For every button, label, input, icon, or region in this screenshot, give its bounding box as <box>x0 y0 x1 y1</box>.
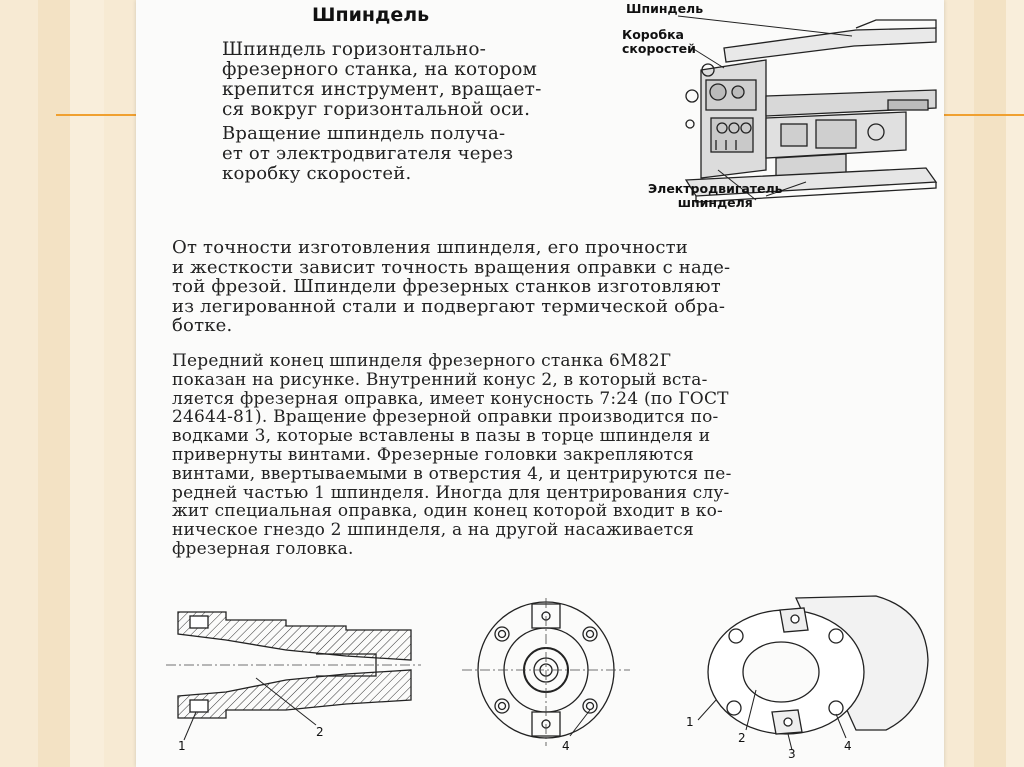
label-gearbox: Коробка скоростей <box>622 27 696 56</box>
text-line: из легированной стали и подвергают термической обра- <box>172 295 726 317</box>
text-line: и жесткости зависит точность вращения оправки с наде- <box>172 256 731 278</box>
label-spindle: Шпиндель <box>626 1 704 16</box>
callout-1: 1 <box>686 715 694 729</box>
text-line: ет от электродвигателя через <box>222 143 514 164</box>
text-line: От точности изготовления шпинделя, его прочности <box>172 237 688 258</box>
text-line: коробку скоростей. <box>222 163 412 184</box>
callout-1: 1 <box>178 739 186 753</box>
text-line: Шпиндель горизонтально- <box>222 39 487 60</box>
spindle-face-drawing <box>458 598 633 758</box>
body-paragraph-1 <box>172 238 952 336</box>
text-line: той фрезой. Шпиндели фрезерных станков изготовляют <box>172 276 721 298</box>
text-line: крепится инструмент, вращает- <box>222 79 542 100</box>
text-line: ляется фрезерная оправка, имеет конусность 7:24 (по ГОСТ <box>172 388 729 409</box>
text-line: Передний конец шпинделя фрезерного станка 6М82Г <box>172 351 672 371</box>
text-line: фрезерная головка. <box>172 538 354 559</box>
text-line: винтами, ввертываемыми в отверстия 4, и центрируются пе- <box>172 463 732 484</box>
callout-2: 2 <box>738 731 746 745</box>
callout-4: 4 <box>562 739 570 753</box>
spindle-section-drawing <box>166 600 426 755</box>
text-line: ботке. <box>172 315 233 337</box>
text-line: жит специальная оправка, один конец которой входит в ко- <box>172 501 723 522</box>
text-line: водками 3, которые вставлены в пазы в торце шпинделя и <box>172 426 711 447</box>
callout-2: 2 <box>316 725 324 739</box>
intro-paragraph <box>222 40 602 120</box>
body-paragraph-2 <box>172 352 952 559</box>
callout-4: 4 <box>844 739 852 753</box>
text-line: 24644-81). Вращение фрезерной оправки производится по- <box>172 407 719 428</box>
rotation-paragraph <box>222 124 602 184</box>
text-line: ническое гнездо 2 шпинделя, а на другой насаживается <box>172 520 694 541</box>
page-title: Шпиндель <box>312 4 430 26</box>
text-line: привернуты винтами. Фрезерные головки закрепляются <box>172 444 694 465</box>
callout-3: 3 <box>788 747 796 760</box>
text-line: редней частью 1 шпинделя. Иногда для центрирования слу- <box>172 482 730 503</box>
label-motor: Электродвигатель шпинделя <box>648 181 783 210</box>
scanned-page <box>136 0 944 767</box>
spindle-isometric-drawing <box>676 590 936 760</box>
text-line: фрезерного станка, на котором <box>222 59 538 80</box>
text-line: ся вокруг горизонтальной оси. <box>222 99 531 120</box>
text-line: показан на рисунке. Внутренний конус 2, в который вста- <box>172 369 708 390</box>
text-line: Вращение шпиндель получа- <box>222 123 506 144</box>
